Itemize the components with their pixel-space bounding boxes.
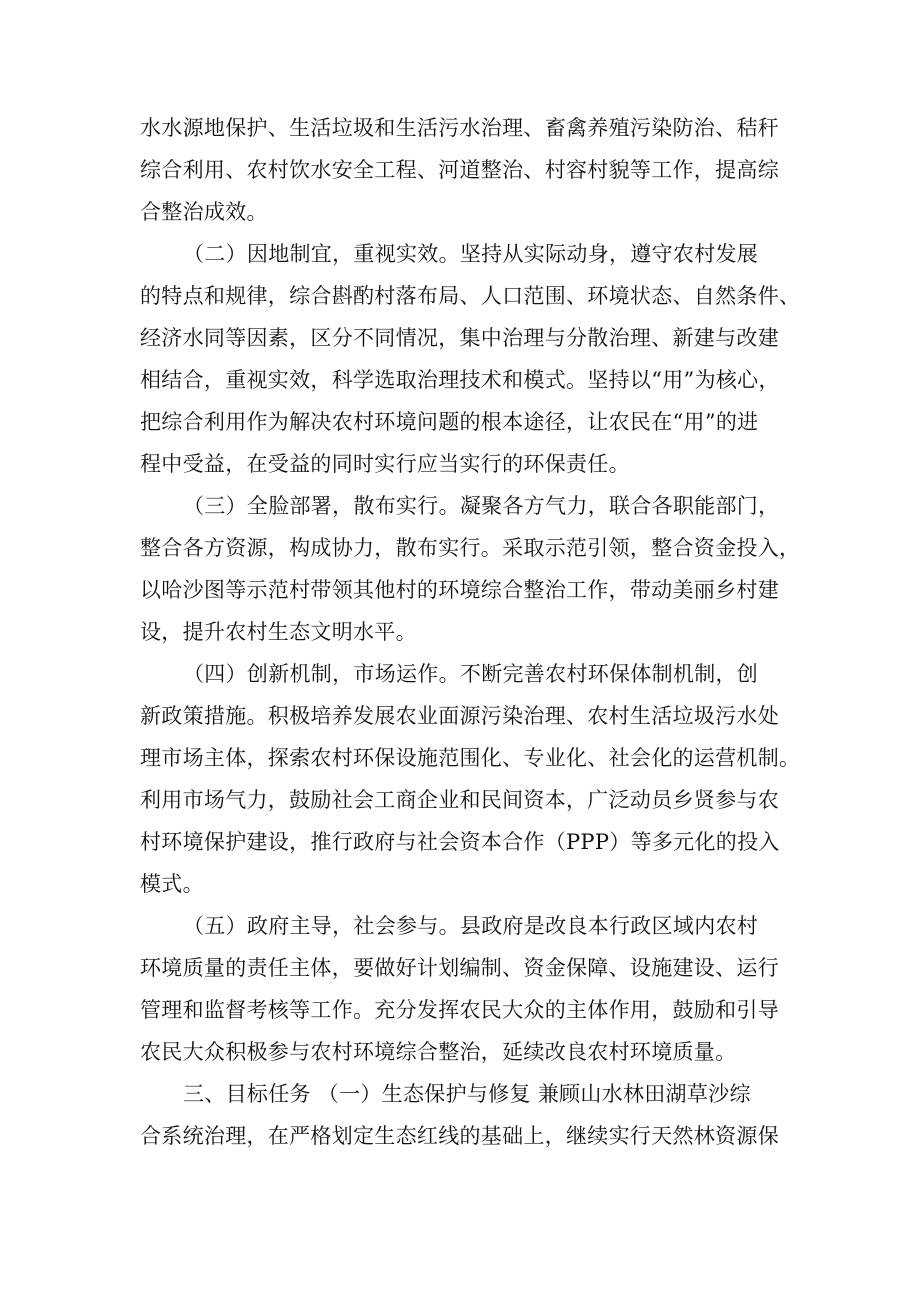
text-line: 环境质量的责任主体，要做好计划编制、资金保障、设施建设、运行 — [140, 956, 779, 980]
text-line: 相结合，重视实效，科学选取治理技术和模式。坚持以“用”为核心， — [140, 368, 780, 392]
text-line: 把综合利用作为解决农村环境问题的根本途径，让农民在“用”的进 — [140, 410, 759, 434]
text-line: 合系统治理，在严格划定生态红线的基础上，继续实行天然林资源保 — [140, 1124, 779, 1148]
text-line: 村环境保护建设，推行政府与社会资本合作（PPP）等多元化的投入 — [140, 830, 780, 854]
text-line: （三）全脸部署，散布实行。凝聚各方气力，联合各职能部门， — [183, 494, 780, 518]
text-line: 新政策措施。积极培养发展农业面源污染治理、农村生活垃圾污水处 — [140, 704, 779, 728]
text-line: （二）因地制宜，重视实效。坚持从实际动身，遵守农村发展 — [183, 242, 759, 266]
text-line: 的特点和规律，综合斟酌村落布局、人口范围、环境状态、自然条件、 — [140, 284, 801, 308]
text-line: 模式。 — [140, 872, 204, 896]
text-line: 合整治成效。 — [140, 200, 268, 224]
text-line: 农民大众积极参与农村环境综合整治，延续改良农村环境质量。 — [140, 1040, 737, 1064]
text-line: （五）政府主导，社会参与。县政府是改良本行政区域内农村 — [183, 914, 759, 938]
text-line: 整合各方资源，构成协力，散布实行。采取示范引领，整合资金投入， — [140, 536, 801, 560]
section-heading-line: 三、目标任务 （一）生态保护与修复 兼顾山水林田湖草沙综 — [183, 1082, 751, 1106]
text-line: 经济水同等因素，区分不同情况，集中治理与分散治理、新建与改建 — [140, 326, 779, 350]
text-line: 利用市场气力，鼓励社会工商企业和民间资本，广泛动员乡贤参与农 — [140, 788, 779, 812]
text-line: 以哈沙图等示范村带领其他村的环境综合整治工作，带动美丽乡村建 — [140, 578, 779, 602]
text-line: 水水源地保护、生活垃圾和生活污水治理、畜禽养殖污染防治、秸秆 — [140, 116, 779, 140]
text-line: 综合利用、农村饮水安全工程、河道整治、村容村貌等工作，提高综 — [140, 158, 779, 182]
text-line: 理市场主体，探索农村环保设施范围化、专业化、社会化的运营机制。 — [140, 746, 801, 770]
text-line: 程中受益，在受益的同时实行应当实行的环保责任。 — [140, 452, 630, 476]
text-line: （四）创新机制，市场运作。不断完善农村环保体制机制，创 — [183, 662, 759, 686]
text-line: 管理和监督考核等工作。充分发挥农民大众的主体作用，鼓励和引导 — [140, 998, 779, 1022]
text-line: 设，提升农村生态文明水平。 — [140, 620, 417, 644]
